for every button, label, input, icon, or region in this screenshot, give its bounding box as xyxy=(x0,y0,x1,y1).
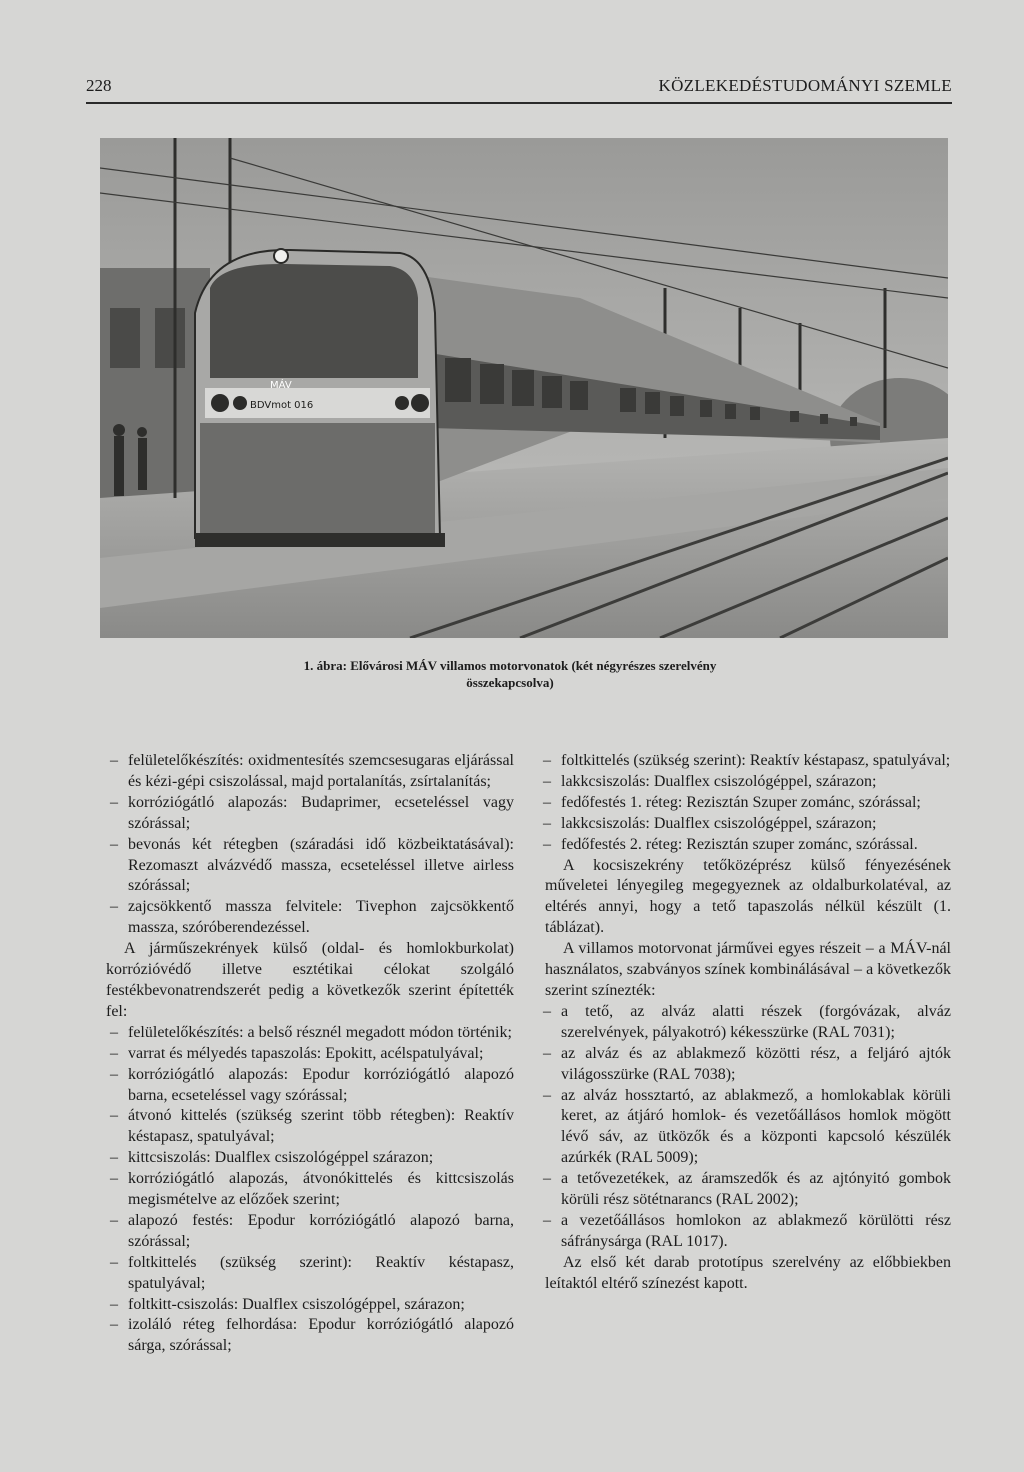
list-item: – lakkcsiszolás: Dualflex csiszológéppel, szárazon; xyxy=(543,814,877,832)
list-item: – korróziógátló alapozás, átvonókittelés és kittcsiszolás megismételve az előzőek szerint; xyxy=(110,1170,514,1209)
list-item: – a tetővezetékek, az áramszedők és az ajtónyitó gombok körüli rész sötétnarancs (RAL 2002); xyxy=(543,1170,951,1209)
list-item: – az alváz hossztartó, az ablakmező, a homlokablak körüli keret, az átjáró homlok- és vezetőállásos homlok mögött lévő sáv, az ütközők és a központi kapcsoló készülék azúrkék (RAL 5009); xyxy=(543,1086,951,1167)
list-item: – kittcsiszolás: Dualflex csiszológéppel szárazon; xyxy=(110,1149,434,1167)
list-item: – korróziógátló alapozás: Epodur korróziógátló alapozó barna, ecseteléssel vagy szórással; xyxy=(110,1065,514,1104)
locomotive-logo: MÁV xyxy=(270,380,292,391)
list-item: – az alváz és az ablakmező közötti rész, a feljáró ajtók világosszürke (RAL 7038); xyxy=(543,1044,951,1083)
list-item: – foltkittelés (szükség szerint): Reaktív késtapasz, spatulyával; xyxy=(110,1253,514,1292)
paragraph: Az első két darab prototípus szerelvény az előbbiekben leítaktól eltérő színezést kapott. xyxy=(545,1253,951,1292)
list-item: – lakkcsiszolás: Dualflex csiszológéppel, szárazon; xyxy=(543,772,877,790)
list-item: – foltkitt-csiszolás: Dualflex csiszológéppel, szárazon; xyxy=(110,1295,465,1313)
list-item: – fedőfestés 1. réteg: Rezisztán Szuper zománc, szórással; xyxy=(543,793,921,811)
train-photo xyxy=(100,138,948,638)
list-item: – korróziógátló alapozás: Budaprimer, ecseteléssel vagy szórással; xyxy=(110,793,514,832)
list-item: – átvonó kittelés (szükség szerint több rétegben): Reaktív késtapasz, spatulyával; xyxy=(110,1107,514,1146)
right-column xyxy=(541,751,951,1295)
list-item: – bevonás két rétegben (száradási idő közbeiktatásával): Rezomaszt alvázvédő massza, ecseteléssel illetve airless szórással; xyxy=(110,835,514,895)
paragraph: A villamos motorvonat járművei egyes részeit – a MÁV-nál használatos, szabványos színek kombinálásával – a következők szerint színezték: xyxy=(545,940,951,999)
list-item: – felületelőkészítés: a belső résznél megadott módon történik; xyxy=(110,1023,512,1041)
list-item: – varrat és mélyedés tapaszolás: Epokitt, acélspatulyával; xyxy=(110,1044,484,1062)
left-column xyxy=(108,751,514,1357)
list-item: – foltkittelés (szükség szerint): Reaktív késtapasz, spatulyával; xyxy=(543,752,951,769)
figure-caption: 1. ábra: Elővárosi MÁV villamos motorvonatok (két négyrészes szerelvény összekapcsolva) xyxy=(303,658,717,690)
list-item: – felületelőkészítés: oxidmentesítés szemcsesugaras eljárással és kézi-gépi csiszolással, majd portalanítás, zsírtalanítás; xyxy=(110,752,514,790)
list-item: – a vezetőállásos homlokon az ablakmező körülötti rész sáfránysárga (RAL 1017). xyxy=(543,1211,951,1250)
journal-title: KÖZLEKEDÉSTUDOMÁNYI SZEMLE xyxy=(658,76,952,95)
list-item: – a tető, az alváz alatti részek (forgóvázak, alváz szerelvények, pályakotró) kékesszürke (RAL 7031); xyxy=(543,1002,951,1041)
paragraph: A kocsiszekrény tetőközéprész külső fényezésének műveletei lényegileg megegyeznek az oldalburkolatéval, az eltérés annyi, hogy a tető tapaszolás nélkül készült (1. táblázat). xyxy=(545,856,951,937)
list-item: – alapozó festés: Epodur korróziógátló alapozó barna, szórással; xyxy=(110,1211,514,1250)
page-number: 228 xyxy=(86,76,112,95)
page-header xyxy=(86,76,952,104)
list-item: – zajcsökkentő massza felvitele: Tivephon zajcsökkentő massza, szóróberendezéssel. xyxy=(110,898,514,937)
locomotive-number: BDVmot 016 xyxy=(250,400,314,411)
list-item: – fedőfestés 2. réteg: Rezisztán szuper zománc, szórással. xyxy=(543,835,918,853)
paragraph: A járműszekrények külső (oldal- és homlokburkolat) korrózióvédő illetve esztétikai célokat szolgáló festékbevonatrendszerét pedig a következők szerint építették fel: xyxy=(106,940,514,1020)
list-item: – izoláló réteg felhordása: Epodur korróziógátló alapozó sárga, szórással; xyxy=(110,1316,514,1355)
